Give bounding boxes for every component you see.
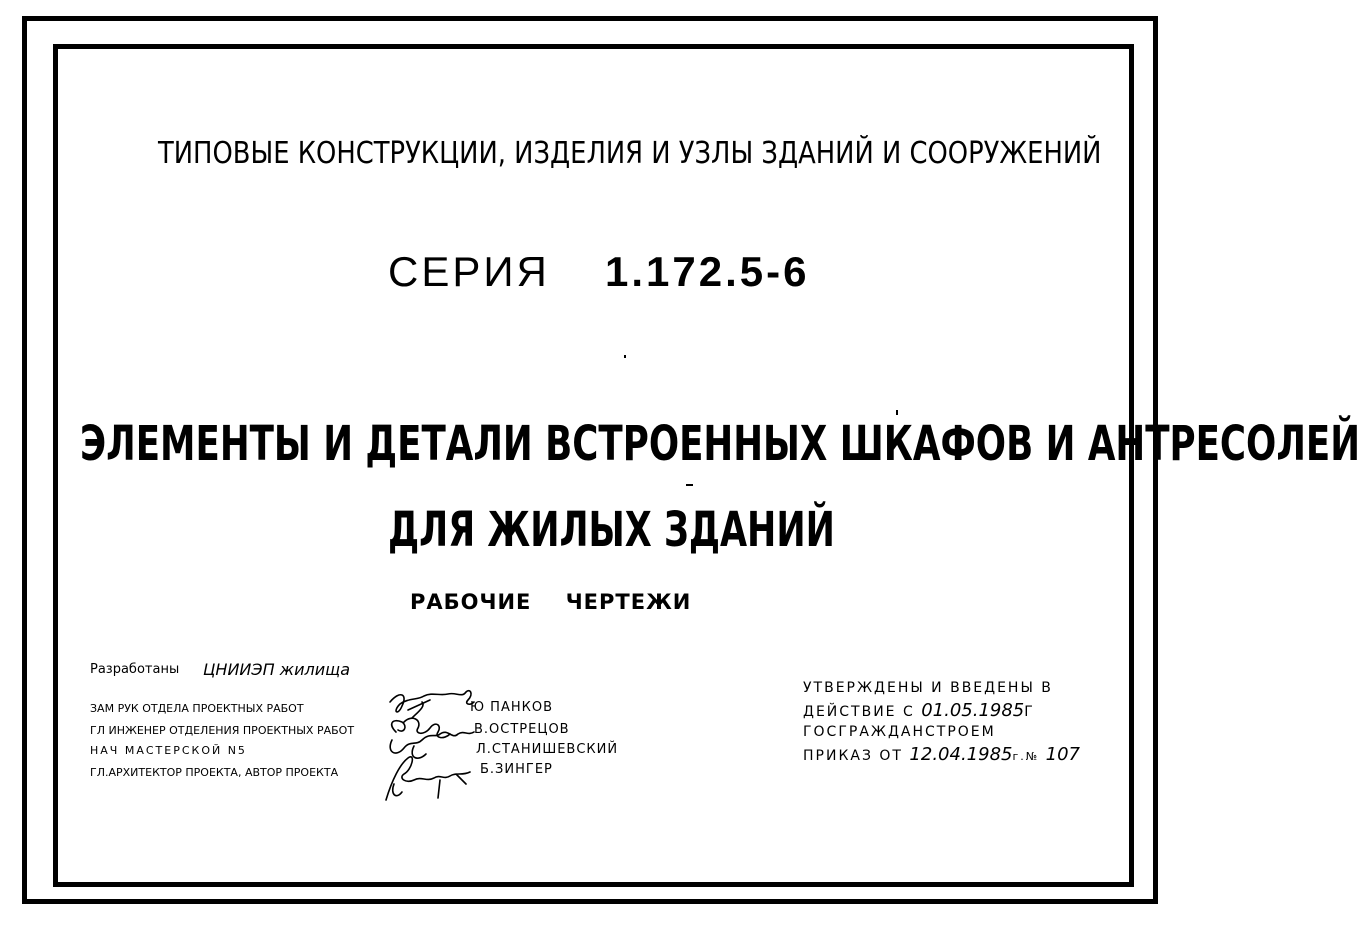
speck bbox=[686, 484, 693, 486]
effective-date: 01.05.1985 bbox=[921, 700, 1025, 721]
approval-line-2 bbox=[803, 700, 1035, 721]
order-number-label: г.№ bbox=[1012, 750, 1040, 763]
staff-name: Ю ПАНКОВ bbox=[470, 700, 553, 715]
developer-org: ЦНИИЭП жилища bbox=[203, 660, 350, 679]
document-title-line-1: ЭЛЕМЕНТЫ И ДЕТАЛИ ВСТРОЕННЫХ ШКАФОВ И АНТРЕСОЛЕЙ bbox=[80, 416, 1360, 472]
approval-line-4 bbox=[803, 744, 1080, 765]
series-number: 1.172.5-6 bbox=[605, 248, 810, 295]
approval-prefix: ДЕЙСТВИЕ С bbox=[803, 704, 915, 720]
staff-role: ЗАМ РУК ОТДЕЛА ПРОЕКТНЫХ РАБОТ bbox=[90, 702, 304, 715]
order-date: 12.04.1985 bbox=[909, 744, 1013, 765]
staff-role: ГЛ.АРХИТЕКТОР ПРОЕКТА, АВТОР ПРОЕКТА bbox=[90, 766, 339, 779]
header-text: ТИПОВЫЕ КОНСТРУКЦИИ, ИЗДЕЛИЯ И УЗЛЫ ЗДАНИЙ И СООРУЖЕНИЙ bbox=[158, 136, 1102, 171]
signatures-graphic bbox=[378, 688, 488, 803]
order-prefix: ПРИКАЗ ОТ bbox=[803, 748, 903, 764]
approval-line-1: УТВЕРЖДЕНЫ И ВВЕДЕНЫ В bbox=[803, 680, 1053, 696]
series-label: СЕРИЯ bbox=[388, 248, 550, 295]
document-subtitle: РАБОЧИЕ ЧЕРТЕЖИ bbox=[410, 590, 692, 614]
staff-name: В.ОСТРЕЦОВ bbox=[474, 722, 570, 737]
speck bbox=[896, 410, 898, 415]
document-title-line-2: ДЛЯ ЖИЛЫХ ЗДАНИЙ bbox=[388, 502, 835, 558]
approval-line-3: ГОСГРАЖДАНСТРОЕМ bbox=[803, 724, 996, 740]
staff-role: ГЛ ИНЖЕНЕР ОТДЕЛЕНИЯ ПРОЕКТНЫХ РАБОТ bbox=[90, 724, 355, 737]
developer-label: Разработаны bbox=[90, 662, 180, 677]
order-number: 107 bbox=[1045, 744, 1081, 765]
staff-name: Л.СТАНИШЕВСКИЙ bbox=[476, 742, 619, 757]
speck bbox=[624, 355, 626, 358]
staff-role: НАЧ МАСТЕРСКОЙ N5 bbox=[90, 744, 247, 757]
approval-suffix: Г bbox=[1024, 704, 1035, 720]
staff-name: Б.ЗИНГЕР bbox=[480, 762, 553, 777]
